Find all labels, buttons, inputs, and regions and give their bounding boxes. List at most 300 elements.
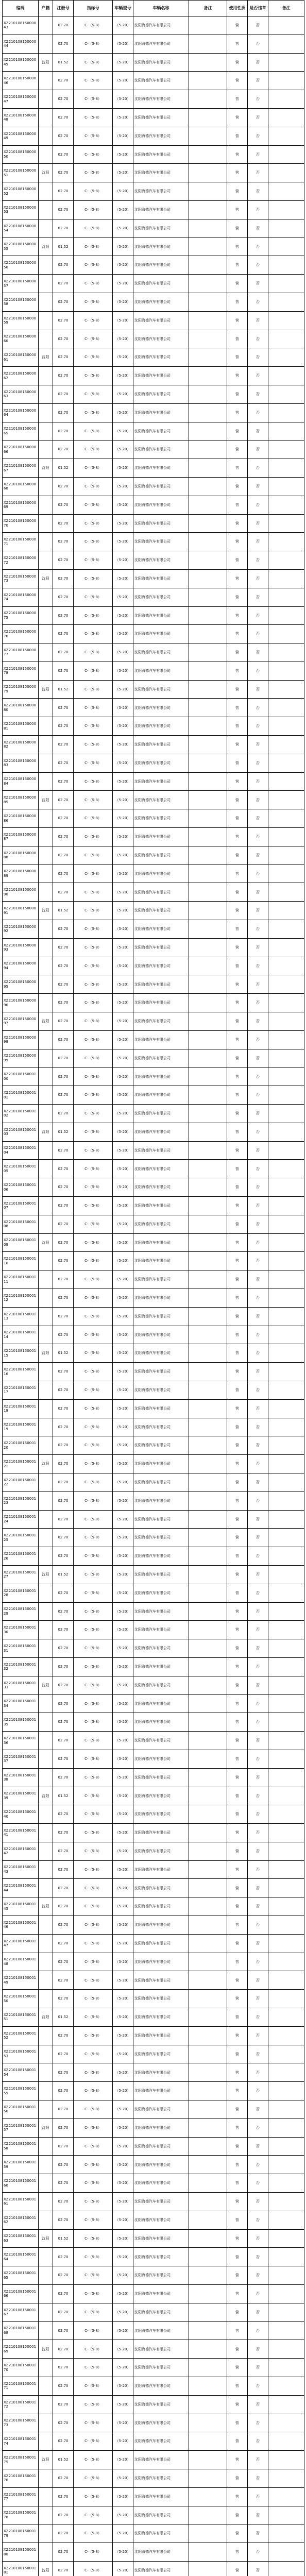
cell-violation: 否 <box>248 551 268 570</box>
cell-vehicle-name: 沈阳海德汽车有限公司 <box>133 828 189 846</box>
cell-reg-no: 02.70 <box>53 293 74 311</box>
cell-code: XZ21010815000165 <box>3 2266 39 2285</box>
cell-code: XZ21010815000149 <box>3 1971 39 1990</box>
cell-model: （5-20） <box>113 2285 133 2303</box>
cell-index-no: C-（5-8） <box>74 1805 113 1824</box>
cell-vehicle-name: 沈阳海德汽车有限公司 <box>133 90 189 109</box>
cell-vehicle-name: 沈阳海德汽车有限公司 <box>133 2008 189 2027</box>
cell-model: （5-20） <box>113 2414 133 2432</box>
cell-model: （5-20） <box>113 1270 133 1289</box>
cell-remark <box>189 2248 227 2266</box>
cell-remark <box>189 1860 227 1879</box>
cell-remark <box>189 699 227 717</box>
cell-remark <box>189 164 227 182</box>
cell-vehicle-name: 沈阳海德汽车有限公司 <box>133 238 189 256</box>
cell-note <box>268 367 304 385</box>
cell-note <box>268 53 304 72</box>
cell-violation: 否 <box>248 2229 268 2248</box>
data-table <box>2 0 304 2576</box>
cell-vehicle-name: 沈阳海德汽车有限公司 <box>133 2432 189 2451</box>
cell-code: XZ21010815000148 <box>3 1953 39 1971</box>
cell-remark <box>189 53 227 72</box>
cell-index-no: C-（5-8） <box>74 2248 113 2266</box>
cell-note <box>268 1879 304 1897</box>
cell-domicile <box>39 1215 53 1233</box>
cell-vehicle-name: 沈阳海德汽车有限公司 <box>133 1344 189 1363</box>
cell-domicile <box>39 1713 53 1732</box>
cell-reg-no: 02.70 <box>53 1547 74 1566</box>
cell-code: XZ21010815000179 <box>3 2524 39 2543</box>
cell-vehicle-name: 沈阳海德汽车有限公司 <box>133 2063 189 2082</box>
cell-index-no: C-（5-8） <box>74 1363 113 1381</box>
cell-note <box>268 1160 304 1178</box>
cell-vehicle-name: 沈阳海德汽车有限公司 <box>133 588 189 606</box>
cell-index-no: C-（5-8） <box>74 920 113 939</box>
cell-index-no: C-（5-8） <box>74 1750 113 1768</box>
cell-domicile <box>39 1436 53 1455</box>
cell-code: XZ21010815000106 <box>3 1178 39 1197</box>
cell-model: （5-20） <box>113 994 133 1012</box>
cell-index-no: C-（5-8） <box>74 2137 113 2156</box>
cell-model: （5-20） <box>113 1860 133 1879</box>
cell-note <box>268 477 304 496</box>
cell-code: XZ21010815000103 <box>3 1123 39 1141</box>
table-row <box>3 2063 304 2082</box>
cell-violation: 否 <box>248 975 268 994</box>
table-row <box>3 2414 304 2432</box>
cell-index-no: C-（5-8） <box>74 1067 113 1086</box>
cell-note <box>268 1657 304 1676</box>
cell-remark <box>189 90 227 109</box>
cell-index-no: C-（5-8） <box>74 1105 113 1123</box>
cell-reg-no: 02.70 <box>53 975 74 994</box>
cell-usage: 营 <box>227 1768 248 1787</box>
cell-domicile: 沈阳 <box>39 2119 53 2137</box>
cell-usage: 营 <box>227 293 248 311</box>
cell-usage: 营 <box>227 1344 248 1363</box>
cell-note <box>268 938 304 957</box>
table-row <box>3 1344 304 1363</box>
cell-remark <box>189 182 227 201</box>
cell-violation: 否 <box>248 1030 268 1049</box>
cell-vehicle-name: 沈阳海德汽车有限公司 <box>133 736 189 754</box>
cell-vehicle-name: 沈阳海德汽车有限公司 <box>133 1363 189 1381</box>
table-row <box>3 2285 304 2303</box>
cell-vehicle-name: 沈阳海德汽车有限公司 <box>133 2414 189 2432</box>
cell-model: （5-20） <box>113 90 133 109</box>
cell-vehicle-name: 沈阳海德汽车有限公司 <box>133 1399 189 1418</box>
cell-vehicle-name: 沈阳海德汽车有限公司 <box>133 1012 189 1031</box>
cell-usage: 营 <box>227 514 248 533</box>
cell-model: （5-20） <box>113 2119 133 2137</box>
cell-domicile <box>39 883 53 902</box>
cell-code: XZ21010815000176 <box>3 2469 39 2487</box>
cell-model: （5-20） <box>113 2340 133 2359</box>
cell-index-no: C-（5-8） <box>74 643 113 662</box>
cell-vehicle-name: 沈阳海德汽车有限公司 <box>133 1971 189 1990</box>
cell-note <box>268 219 304 238</box>
cell-reg-no: 02.70 <box>53 2063 74 2082</box>
table-row <box>3 1233 304 1252</box>
cell-note <box>268 588 304 606</box>
cell-note <box>268 2266 304 2285</box>
cell-code: XZ21010815000133 <box>3 1676 39 1694</box>
cell-usage: 营 <box>227 2063 248 2082</box>
cell-vehicle-name: 沈阳海德汽车有限公司 <box>133 53 189 72</box>
table-row <box>3 1197 304 1215</box>
cell-vehicle-name: 沈阳海德汽车有限公司 <box>133 1178 189 1197</box>
cell-code: XZ21010815000052 <box>3 182 39 201</box>
cell-model: （5-20） <box>113 311 133 330</box>
cell-domicile <box>39 772 53 791</box>
cell-violation: 否 <box>248 1547 268 1566</box>
cell-violation: 否 <box>248 1860 268 1879</box>
cell-usage: 营 <box>227 1934 248 1953</box>
cell-remark <box>189 902 227 920</box>
cell-vehicle-name: 沈阳海德汽车有限公司 <box>133 1492 189 1510</box>
cell-vehicle-name: 沈阳海德汽车有限公司 <box>133 699 189 717</box>
cell-vehicle-name: 沈阳海德汽车有限公司 <box>133 1086 189 1105</box>
cell-note <box>268 809 304 828</box>
cell-model: （5-20） <box>113 1455 133 1473</box>
cell-violation: 否 <box>248 2266 268 2285</box>
cell-domicile <box>39 643 53 662</box>
cell-index-no: C-（5-8） <box>74 1713 113 1732</box>
cell-model: （5-20） <box>113 846 133 865</box>
cell-code: XZ21010815000128 <box>3 1584 39 1602</box>
cell-model: （5-20） <box>113 127 133 145</box>
table-row <box>3 569 304 588</box>
cell-violation: 否 <box>248 2211 268 2229</box>
cell-remark <box>189 1787 227 1805</box>
cell-index-no: C-（5-8） <box>74 1492 113 1510</box>
cell-index-no: C-（5-8） <box>74 1086 113 1105</box>
cell-violation: 否 <box>248 2432 268 2451</box>
cell-index-no: C-（5-8） <box>74 182 113 201</box>
cell-domicile <box>39 422 53 440</box>
cell-reg-no: 01.52 <box>53 53 74 72</box>
cell-model: （5-20） <box>113 1123 133 1141</box>
cell-model: （5-20） <box>113 2266 133 2285</box>
cell-note <box>268 514 304 533</box>
cell-reg-no: 02.70 <box>53 957 74 975</box>
cell-vehicle-name: 沈阳海德汽车有限公司 <box>133 938 189 957</box>
table-row <box>3 164 304 182</box>
table-row <box>3 311 304 330</box>
cell-domicile <box>39 1602 53 1621</box>
cell-note <box>268 902 304 920</box>
cell-vehicle-name: 沈阳海德汽车有限公司 <box>133 200 189 219</box>
cell-usage: 营 <box>227 2561 248 2576</box>
cell-code: XZ21010815000168 <box>3 2321 39 2340</box>
cell-domicile <box>39 1418 53 1436</box>
cell-note <box>268 16 304 35</box>
cell-usage: 营 <box>227 975 248 994</box>
cell-note <box>268 293 304 311</box>
cell-remark <box>189 1916 227 1935</box>
cell-model: （5-20） <box>113 275 133 293</box>
cell-code: XZ21010815000070 <box>3 514 39 533</box>
cell-usage: 营 <box>227 2156 248 2174</box>
cell-model: （5-20） <box>113 957 133 975</box>
cell-violation: 否 <box>248 1824 268 1842</box>
cell-code: XZ21010815000155 <box>3 2082 39 2100</box>
table-row <box>3 2211 304 2229</box>
cell-vehicle-name: 沈阳海德汽车有限公司 <box>133 1529 189 1547</box>
cell-reg-no: 02.70 <box>53 1178 74 1197</box>
table-row <box>3 90 304 109</box>
cell-usage: 营 <box>227 2137 248 2156</box>
cell-code: XZ21010815000156 <box>3 2100 39 2119</box>
cell-index-no: C-（5-8） <box>74 736 113 754</box>
cell-violation: 否 <box>248 53 268 72</box>
cell-usage: 营 <box>227 2359 248 2377</box>
cell-code: XZ21010815000067 <box>3 459 39 478</box>
cell-code: XZ21010815000175 <box>3 2451 39 2469</box>
cell-remark <box>189 2340 227 2359</box>
cell-note <box>268 1086 304 1105</box>
table-row <box>3 496 304 514</box>
cell-note <box>268 680 304 699</box>
cell-index-no: C-（5-8） <box>74 1215 113 1233</box>
cell-domicile <box>39 403 53 422</box>
cell-code: XZ21010815000062 <box>3 367 39 385</box>
cell-model: （5-20） <box>113 1584 133 1602</box>
table-row <box>3 1418 304 1436</box>
cell-remark <box>189 1676 227 1694</box>
cell-reg-no: 02.70 <box>53 1067 74 1086</box>
cell-usage: 营 <box>227 1233 248 1252</box>
cell-vehicle-name: 沈阳海德汽车有限公司 <box>133 809 189 828</box>
cell-usage: 营 <box>227 1252 248 1270</box>
cell-reg-no: 02.70 <box>53 2487 74 2506</box>
cell-reg-no: 02.70 <box>53 1768 74 1787</box>
cell-model: （5-20） <box>113 1105 133 1123</box>
cell-domicile: 沈阳 <box>39 2008 53 2027</box>
cell-vehicle-name: 沈阳海德汽车有限公司 <box>133 348 189 367</box>
cell-remark <box>189 2395 227 2414</box>
cell-model: （5-20） <box>113 551 133 570</box>
table-row <box>3 551 304 570</box>
cell-note <box>268 2561 304 2576</box>
cell-model: （5-20） <box>113 2100 133 2119</box>
cell-domicile <box>39 1621 53 1639</box>
cell-note <box>268 1971 304 1990</box>
cell-usage: 营 <box>227 35 248 53</box>
cell-note <box>268 2506 304 2524</box>
cell-remark <box>189 2008 227 2027</box>
cell-model: （5-20） <box>113 2506 133 2524</box>
cell-vehicle-name: 沈阳海德汽车有限公司 <box>133 662 189 680</box>
cell-domicile <box>39 975 53 994</box>
cell-model: （5-20） <box>113 1971 133 1990</box>
cell-usage: 营 <box>227 127 248 145</box>
cell-index-no: C-（5-8） <box>74 238 113 256</box>
cell-remark <box>189 2487 227 2506</box>
table-row <box>3 1732 304 1750</box>
cell-code: XZ21010815000109 <box>3 1233 39 1252</box>
cell-reg-no: 02.70 <box>53 2359 74 2377</box>
cell-index-no: C-（5-8） <box>74 1012 113 1031</box>
cell-model: （5-20） <box>113 1197 133 1215</box>
cell-model: （5-20） <box>113 367 133 385</box>
cell-violation: 否 <box>248 1344 268 1363</box>
cell-code: XZ21010815000064 <box>3 403 39 422</box>
cell-vehicle-name: 沈阳海德汽车有限公司 <box>133 1197 189 1215</box>
cell-model: （5-20） <box>113 2524 133 2543</box>
cell-model: （5-20） <box>113 164 133 182</box>
cell-index-no: C-（5-8） <box>74 330 113 348</box>
cell-usage: 营 <box>227 1953 248 1971</box>
cell-remark <box>189 1363 227 1381</box>
cell-domicile <box>39 108 53 127</box>
cell-code: XZ21010815000144 <box>3 1879 39 1897</box>
cell-domicile <box>39 1067 53 1086</box>
cell-reg-no: 02.70 <box>53 533 74 551</box>
table-row <box>3 1399 304 1418</box>
cell-index-no: C-（5-8） <box>74 311 113 330</box>
cell-domicile <box>39 385 53 403</box>
cell-index-no: C-（5-8） <box>74 1842 113 1860</box>
cell-reg-no: 02.70 <box>53 2506 74 2524</box>
cell-remark <box>189 717 227 736</box>
table-row <box>3 1363 304 1381</box>
cell-index-no: C-（5-8） <box>74 1233 113 1252</box>
cell-reg-no: 02.70 <box>53 422 74 440</box>
cell-note <box>268 127 304 145</box>
cell-vehicle-name: 沈阳海德汽车有限公司 <box>133 145 189 164</box>
cell-vehicle-name: 沈阳海德汽车有限公司 <box>133 1307 189 1326</box>
cell-usage: 营 <box>227 1732 248 1750</box>
cell-vehicle-name: 沈阳海德汽车有限公司 <box>133 182 189 201</box>
cell-reg-no: 02.70 <box>53 1197 74 1215</box>
cell-model: （5-20） <box>113 1824 133 1842</box>
cell-index-no: C-（5-8） <box>74 35 113 53</box>
cell-index-no: C-（5-8） <box>74 1953 113 1971</box>
cell-usage: 营 <box>227 1787 248 1805</box>
cell-reg-no: 02.70 <box>53 164 74 182</box>
cell-violation: 否 <box>248 1252 268 1270</box>
table-row <box>3 72 304 90</box>
table-row <box>3 2026 304 2045</box>
cell-reg-no: 02.70 <box>53 1289 74 1307</box>
cell-violation: 否 <box>248 16 268 35</box>
cell-violation: 否 <box>248 514 268 533</box>
cell-note <box>268 164 304 182</box>
table-row <box>3 1252 304 1270</box>
cell-domicile <box>39 1934 53 1953</box>
cell-model: （5-20） <box>113 422 133 440</box>
cell-code: XZ21010815000068 <box>3 477 39 496</box>
cell-reg-no: 02.70 <box>53 643 74 662</box>
cell-usage: 营 <box>227 1381 248 1399</box>
cell-vehicle-name: 沈阳海德汽车有限公司 <box>133 1123 189 1141</box>
cell-remark <box>189 1602 227 1621</box>
cell-violation: 否 <box>248 2100 268 2119</box>
cell-reg-no: 02.70 <box>53 348 74 367</box>
cell-usage: 营 <box>227 90 248 109</box>
cell-note <box>268 311 304 330</box>
table-row <box>3 2524 304 2543</box>
cell-index-no: C-（5-8） <box>74 385 113 403</box>
cell-index-no: C-（5-8） <box>74 348 113 367</box>
cell-model: （5-20） <box>113 330 133 348</box>
cell-violation: 否 <box>248 1012 268 1031</box>
cell-remark <box>189 1990 227 2008</box>
cell-domicile <box>39 1049 53 1067</box>
cell-code: XZ21010815000143 <box>3 1860 39 1879</box>
cell-model: （5-20） <box>113 2359 133 2377</box>
cell-model: （5-20） <box>113 1787 133 1805</box>
cell-violation: 否 <box>248 2414 268 2432</box>
cell-reg-no: 02.70 <box>53 1584 74 1602</box>
cell-index-no: C-（5-8） <box>74 938 113 957</box>
cell-vehicle-name: 沈阳海德汽车有限公司 <box>133 256 189 275</box>
cell-index-no: C-（5-8） <box>74 275 113 293</box>
cell-violation: 否 <box>248 2359 268 2377</box>
cell-violation: 否 <box>248 865 268 883</box>
cell-note <box>268 846 304 865</box>
cell-reg-no: 02.70 <box>53 846 74 865</box>
cell-reg-no: 02.70 <box>53 883 74 902</box>
cell-model: （5-20） <box>113 1399 133 1418</box>
cell-reg-no: 02.70 <box>53 514 74 533</box>
cell-remark <box>189 477 227 496</box>
cell-note <box>268 108 304 127</box>
cell-vehicle-name: 沈阳海德汽车有限公司 <box>133 2119 189 2137</box>
cell-vehicle-name: 沈阳海德汽车有限公司 <box>133 1067 189 1086</box>
cell-index-no: C-（5-8） <box>74 2432 113 2451</box>
cell-vehicle-name: 沈阳海德汽车有限公司 <box>133 2082 189 2100</box>
cell-code: XZ21010815000044 <box>3 35 39 53</box>
cell-reg-no: 02.70 <box>53 1750 74 1768</box>
cell-index-no: C-（5-8） <box>74 2469 113 2487</box>
table-row <box>3 588 304 606</box>
cell-reg-no: 02.70 <box>53 736 74 754</box>
cell-note <box>268 533 304 551</box>
cell-violation: 否 <box>248 1233 268 1252</box>
cell-violation: 否 <box>248 1990 268 2008</box>
cell-index-no: C-（5-8） <box>74 1270 113 1289</box>
cell-remark <box>189 1436 227 1455</box>
cell-domicile <box>39 1510 53 1529</box>
cell-code: XZ21010815000145 <box>3 1897 39 1916</box>
cell-remark <box>189 1160 227 1178</box>
cell-code: XZ21010815000130 <box>3 1621 39 1639</box>
cell-remark <box>189 1012 227 1031</box>
table-row <box>3 2395 304 2414</box>
cell-vehicle-name: 沈阳海德汽车有限公司 <box>133 569 189 588</box>
cell-reg-no: 02.70 <box>53 1676 74 1694</box>
cell-violation: 否 <box>248 182 268 201</box>
cell-violation: 否 <box>248 569 268 588</box>
cell-remark <box>189 754 227 772</box>
cell-model: （5-20） <box>113 1178 133 1197</box>
cell-domicile: 沈阳 <box>39 1565 53 1584</box>
cell-vehicle-name: 沈阳海德汽车有限公司 <box>133 293 189 311</box>
cell-index-no: C-（5-8） <box>74 846 113 865</box>
cell-note <box>268 2119 304 2137</box>
cell-note <box>268 717 304 736</box>
cell-model: （5-20） <box>113 1934 133 1953</box>
cell-code: XZ21010815000174 <box>3 2432 39 2451</box>
cell-model: （5-20） <box>113 2026 133 2045</box>
cell-code: XZ21010815000154 <box>3 2063 39 2082</box>
cell-violation: 否 <box>248 680 268 699</box>
cell-remark <box>189 2266 227 2285</box>
cell-note <box>268 606 304 625</box>
cell-note <box>268 2008 304 2027</box>
